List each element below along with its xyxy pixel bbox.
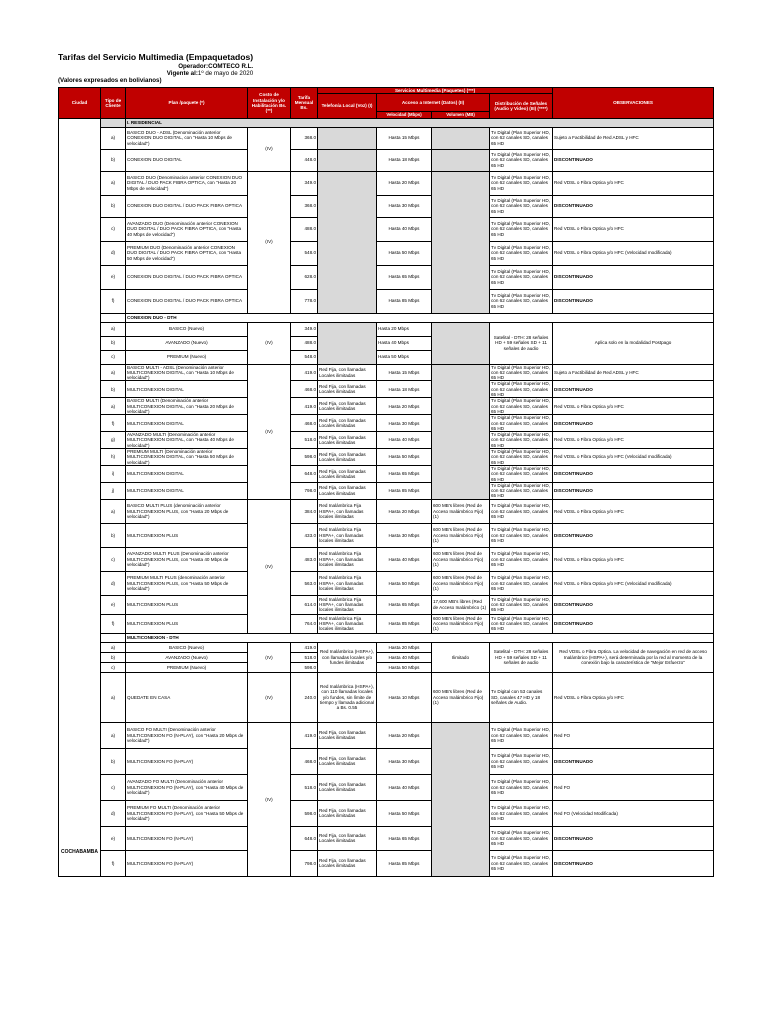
table-row: e) CONEXION DUO DIGITAL / DUO PACK FIBRA OPTICA 628.0 Hasta 65 Mbps Tv Digital (Plan Superior HD, con 62 canales SD, canales 65 HD DISCONTINUADO [59, 265, 714, 289]
col-ciudad: Ciudad [59, 88, 101, 119]
table-row: c) AVANZADO MULTI PLUS (Denominación anterior MULTICONEXION PLUS, con "Hasta 40 Mbps de velocidad") 483.0 Red Inalámbrica Fija HSPA+, con llamadas locales ilimitadas Hasta 40 Mbps 600 MB's libres (Red de Acceso Inalámbrico Fijo) (1) Tv Digital (Plan Superior HD, con 62 canales SD, canales 65 HD Red VDSL o Fibra Optica y/o HFC [59, 547, 714, 571]
table-row: d) PREMIUM MULTI PLUS (denominación anterior MULTICONEXION PLUS, con "Hasta 50 Mbps de velocidad") 563.0 Red Inalámbrica Fija HSPA+, con llamadas locales ilimitadas Hasta 50 Mbps 600 MB's libres (Red de Acceso Inalámbrico Fijo) (1) Tv Digital (Plan Superior HD, con 62 canales SD, canales 65 HD Red VDSL o Fibra Optica y/o HFC (Velocidad modificada) [59, 571, 714, 595]
table-row: a) BASICO DUO - ADSL (Denominación anterior CONEXION DUO DIGITAL, con "Hasta 10 Mbps de velocidad") (IV) 368.0 Hasta 15 Mbps Tv Digital (Plan Superior HD, con 62 canales SD, canales 65 HD Sujeto a Factibilidad de Red ADSL y HFC [59, 127, 714, 149]
table-row: a) QUEDATE EN CASA (IV) 240.0 Red Inalámbrica (HSPA+), con 110 llamadas locales y/o fundes, sin límite de tiempo y llamada adicional a Bs. 0.55 Hasta 10 Mbps 600 MB's libres (Red de Acceso Inalámbrico Fijo) (1) Tv Digital con 53 canales SD, canales 47 HD y 18 señales de Audio. Red VDSL o Fibra Optica y/o HFC [59, 672, 714, 722]
col-tarifa: Tarifa Mensual Bs. [291, 88, 318, 119]
table-row: b) AVANZADO (Nuevo) 518.0 Hasta 40 Mbps [59, 652, 714, 662]
table-row: e) MULTICONEXION PLUS 614.0 Red Inalámbrica Fija HSPA+, con llamadas locales ilimitadas Hasta 65 Mbps 17,600 MB's libres (Red de Acceso Inalámbrico (1) Tv Digital (Plan Superior HD, con 62 canales SD, canales 65 HD DISCONTINUADO [59, 595, 714, 614]
table-row: f) MULTICONEXION DIGITAL 468.0 Red Fija, con llamadas Locales ilimitadas Hasta 30 Mbps Tv Digital (Plan Superior HD, con 62 canales SD, canales 65 HD DISCONTINUADO [59, 415, 714, 432]
col-servicios: Servicios Multimedia (Paquetes) (***) [318, 88, 553, 94]
valid-label: Vigente al: [166, 70, 198, 77]
table-row: c) AVANZADO FO MULTI (Denominación anterior MULTICONEXION FO (N-PLAY), con "Hasta 40 Mbps de velocidad") 518.0 Red Fija, con llamadas Locales ilimitadas Hasta 40 Mbps Tv Digital (Plan Superior HD, con 62 canales SD, canales 65 HD Red FO [59, 774, 714, 800]
section-duo-dth: CONEXION DUO - DTH [126, 313, 714, 322]
table-row: b) MULTICONEXION FO (N-PLAY) 468.0 Red Fija, con llamadas Locales ilimitadas Hasta 30 Mbps Tv Digital (Plan Superior HD, con 62 canales SD, canales 65 HD DISCONTINUADO [59, 748, 714, 774]
table-row: a) BASICO MULTI PLUS (denominación anterior MULTICONEXION PLUS, con "Hasta 20 Mbps de velocidad") (IV) 384.0 Red Inalámbrica Fija HSPA+, con llamadas locales ilimitadas Hasta 20 Mbps 600 MB's libres (Red de Acceso Inalámbrico Fijo) (1) Tv Digital (Plan Superior HD, con 62 canales SD, canales 65 HD Red VDSL o Fibra Optica y/o HFC [59, 499, 714, 523]
currency-note: (Valores expresados en bolivianos) [58, 77, 162, 84]
table-row: c) AVANZADO DUO (Denominación anterior CONEXION DUO DIGITAL / DUO PACK FIBRA OPTICA, con "Hasta 40 Mbps de velocidad") 488.0 Hasta 40 Mbps Tv Digital (Plan Superior HD, con 62 canales SD, canales 65 HD Red VDSL o Fibra Optica y/o HFC [59, 217, 714, 241]
col-internet: Acceso a Internet (Datos) (II) [377, 94, 490, 112]
operator-label: Operador: [178, 63, 209, 70]
table-row: a) BASICO MULTI (Denominación anterior MULTICONEXION DIGITAL, con "Hasta 20 Mbps de velocidad") 419.0 Red Fija, con llamadas Locales ilimitadas Hasta 20 Mbps Tv Digital (Plan Superior HD, con 62 canales SD, canales 65 HD Red VDSL o Fibra Optica y/o HFC [59, 398, 714, 415]
table-row: f) MULTICONEXION PLUS 764.0 Red Inalámbrica Fija HSPA+, con llamadas locales ilimitadas Hasta 85 Mbps 600 MB's libres (Red de Acceso Inalámbrico Fijo) (1) Tv Digital (Plan Superior HD, con 62 canales SD, canales 65 HD DISCONTINUADO [59, 614, 714, 633]
col-observaciones: OBSERVACIONES [553, 88, 714, 119]
valid-date: 1º de mayo de 2020 [197, 70, 254, 77]
table-row: d) PREMIUM DUO (Denominación anterior CONEXION DUO DIGITAL / DUO PACK FIBRA OPTICA, con "Hasta 50 Mbps de velocidad") 548.0 Hasta 50 Mbps Tv Digital (Plan Superior HD, con 62 canales SD, canales 65 HD Red VDSL o Fibra Optica y/o HFC (Velocidad modificada) [59, 241, 714, 265]
table-row: f) MULTICONEXION FO (N-PLAY) 798.0 Red Fija, con llamadas Locales ilimitadas Hasta 85 Mbps Tv Digital (Plan Superior HD, con 62 canales SD, canales 65 HD DISCONTINUADO [59, 850, 714, 876]
table-row: c) PREMIUM (Nuevo) 598.0 Hasta 50 Mbps [59, 662, 714, 672]
table-row: a) BASICO FO MULTI (Denominación anterior MULTICONEXION FO (N-PLAY), con "Hasta 20 Mbps de velocidad") (IV) 419.0 Red Fija, con llamadas Locales ilimitadas Hasta 20 Mbps Tv Digital (Plan Superior HD, con 62 canales SD, canales 65 HD Red FO [59, 722, 714, 748]
col-volumen: Volumen (MB) [432, 112, 490, 118]
col-tipo: Tipo de Cliente [101, 88, 126, 119]
table-row: b) MULTICONEXION DIGITAL 468.0 Red Fija, con llamadas Locales ilimitadas Hasta 18 Mbps Tv Digital (Plan Superior HD, con 62 canales SD, canales 65 HD DISCONTINUADO [59, 381, 714, 398]
table-row: g) AVANZADO MULTI (Denominación anterior MULTICONEXION DIGITAL, con "Hasta 40 Mbps de velocidad") 518.0 Red Fija, con llamadas Locales ilimitadas Hasta 40 Mbps Tv Digital (Plan Superior HD, con 62 canales SD, canales 65 HD Red VDSL o Fibra Optica y/o HFC [59, 432, 714, 449]
table-row: h) PREMIUM MULTI (Denominación anterior MULTICONEXION DIGITAL, con "Hasta 50 Mbps de velocidad") 598.0 Red Fija, con llamadas Locales ilimitadas Hasta 50 Mbps Tv Digital (Plan Superior HD, con 62 canales SD, canales 65 HD Red VDSL o Fibra Optica y/o HFC (Velocidad modificada) [59, 449, 714, 466]
table-row: a) BASICO (Nuevo) (IV) 349.0 Hasta 20 Mbps Satelital - DTH: 28 señales HD + 59 señales SD + 11 señales de audio Aplica solo en la modalidad Postpago [59, 322, 714, 336]
section-residencial: I. RESIDENCIAL [126, 118, 714, 127]
col-plan: Plan /paquete (*) [126, 88, 248, 119]
table-row: d) PREMIUM FO MULTI (Denominación anterior MULTICONEXION FO (N-PLAY), con "Hasta 50 Mbps de velocidad") 598.0 Red Fija, con llamadas Locales ilimitadas Hasta 50 Mbps Tv Digital (Plan Superior HD, con 62 canales SD, canales 65 HD Red FO (Velocidad Modificada) [59, 800, 714, 826]
tariff-table [58, 87, 714, 877]
document-header [58, 52, 253, 84]
document-title: Tarifas del Servicio Multimedia (Empaquetados) [58, 52, 254, 62]
table-row: a) BASICO DUO (Denominacion anterior CONEXION DUO DIGITAL / DUO PACK FIBRA OPTICA, con "Hasta 20 Mbps de velocidad") (IV) 349.0 Hasta 20 Mbps Tv Digital (Plan Superior HD, con 62 canales SD, canales 65 HD Red VDSL o Fibra Optica y/o HFC [59, 171, 714, 195]
col-costo: Costo de Instalación y/o Habilitación Bs. (**) [248, 88, 291, 119]
table-row: j) MULTICONEXION DIGITAL 798.0 Red Fija, con llamadas Locales ilimitadas Hasta 85 Mbps Tv Digital (Plan Superior HD, con 62 canales SD, canales 65 HD DISCONTINUADO [59, 482, 714, 499]
table-row: b) CONEXION DUO DIGITAL 448.0 Hasta 18 Mbps Tv Digital (Plan Superior HD, con 62 canales SD, canales 65 HD DISCONTINUADO [59, 149, 714, 171]
col-velocidad: Velocidad (Mbps) [377, 112, 432, 118]
table-row: a) BASICO MULTI - ADSL (Denominación anterior MULTICONEXION DIGITAL, con "Hasta 10 Mbps de velocidad") (IV) 419.0 Red Fija, con llamadas Locales ilimitadas Hasta 15 Mbps Tv Digital (Plan Superior HD, con 62 canales SD, canales 65 HD Sujeto a Factibilidad de Red ADSL y HFC [59, 364, 714, 381]
table-row: a) BASICO (Nuevo) (IV) 419.0 Red Inalámbrica (HSPA+), con llamadas locales y/o fundes ilimitadas Hasta 20 Mbps Ilimitado Satelital - DTH: 28 señales HD + 59 señales SD + 11 señales de audio Red VDSL o Fibra Optica. La velocidad de navegación en red de acceso Inalámbrico (HSPA+), será determinada por la red al momento de la conexión bajo la característica de "Mejor Esfuerzo" [59, 642, 714, 652]
col-telefonia: Telefonía Local (Voz) (I) [318, 94, 377, 118]
col-distribucion: Distribución de Señales (Audio y Video) (III) (****) [490, 94, 553, 118]
city-cell: COCHABAMBA [59, 118, 101, 876]
table-row: b) AVANZADO (Nuevo) 488.0 Hasta 40 Mbps [59, 336, 714, 350]
operator-value: COMTECO R.L. [208, 63, 254, 70]
table-row: b) MULTICONEXION PLUS 433.0 Red Inalámbrica Fija HSPA+, con llamadas locales ilimitadas Hasta 30 Mbps 600 MB's libres (Red de Acceso Inalámbrico Fijo) (1) Tv Digital (Plan Superior HD, con 62 canales SD, canales 65 HD DISCONTINUADO [59, 523, 714, 547]
table-row: c) PREMIUM (Nuevo) 548.0 Hasta 50 Mbps [59, 350, 714, 364]
table-row: f) CONEXION DUO DIGITAL / DUO PACK FIBRA OPTICA 778.0 Hasta 85 Mbps Tv Digital (Plan Superior HD, con 62 canales SD, canales 65 HD DISCONTINUADO [59, 289, 714, 313]
table-row: b) CONEXION DUO DIGITAL / DUO PACK FIBRA OPTICA 368.0 Hasta 30 Mbps Tv Digital (Plan Superior HD, con 62 canales SD, canales 65 HD DISCONTINUADO [59, 195, 714, 217]
section-multi-dth: MULTICONEXION - DTH [126, 633, 714, 642]
table-row: i) MULTICONEXION DIGITAL 648.0 Red Fija, con llamadas Locales ilimitadas Hasta 65 Mbps Tv Digital (Plan Superior HD, con 62 canales SD, canales 65 HD DISCONTINUADO [59, 465, 714, 482]
table-row: e) MULTICONEXION FO (N-PLAY) 648.0 Red Fija, con llamadas Locales ilimitadas Hasta 65 Mbps Tv Digital (Plan Superior HD, con 62 canales SD, canales 65 HD DISCONTINUADO [59, 826, 714, 850]
